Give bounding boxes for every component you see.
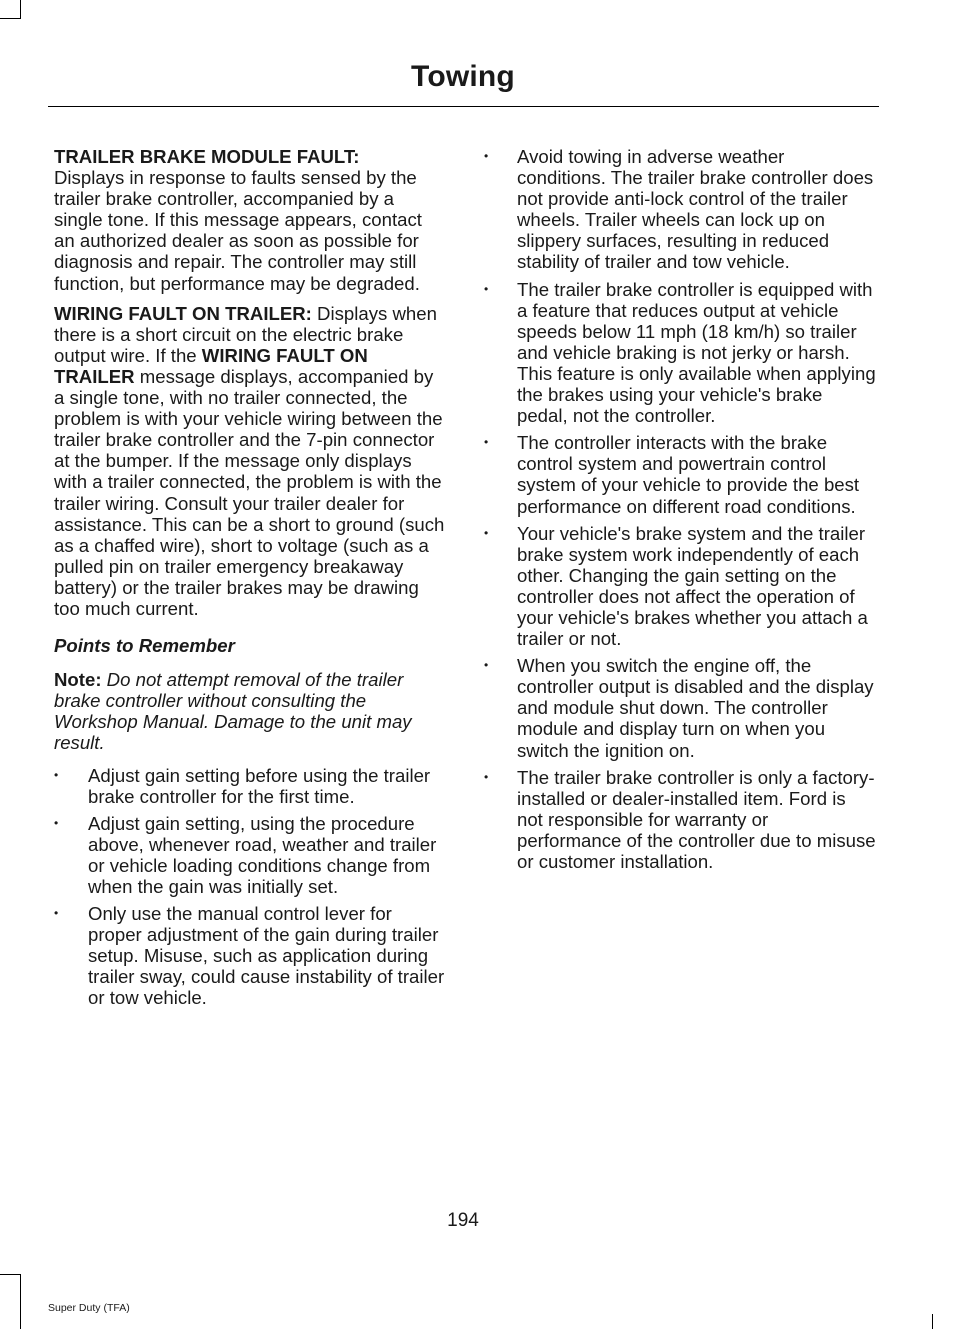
points-heading: Points to Remember [54, 635, 235, 657]
crop-mark [932, 1314, 933, 1329]
footer-text: Super Duty (TFA) [48, 1302, 130, 1314]
bullet-icon: • [484, 435, 489, 450]
list-item: • The trailer brake controller is only a factory-installed or dealer-installed item. Ford is not responsible for warranty or performance of the controller due to misuse or customer installation. [484, 766, 876, 872]
list-item: • Only use the manual control lever for proper adjustment of the gain during trailer setup. Misuse, such as application during trailer sway, could cause instability of trailer or tow vehicle. [54, 903, 445, 1009]
fault-module-text: Displays in response to faults sensed by the trailer brake controller, accompanied by a single tone. If this message appears, contact an authorized dealer as soon as possible for diagnosis and repair. The controller may still function, but performance may be degraded. [54, 167, 422, 294]
note-text: Do not attempt removal of the trailer brake controller without consulting the Workshop Manual. Damage to the unit may result. [54, 669, 412, 754]
left-bullet-list [54, 765, 446, 1009]
note-paragraph [54, 669, 446, 753]
right-column [484, 146, 876, 878]
fault-wiring-text-b: message displays, accompanied by a single tone, with no trailer connected, the problem is with your vehicle wiring between the trailer brake controller and the 7-pin connector at the bumper. If the message only displays with a trailer connected, the problem is with the trailer wiring. Consult your trailer dealer for assistance. This can be a short to ground (such as a chaffed wire), short to voltage (such as a pulled pin on trailer emergency breakaway battery) or the trailer brakes may be drawing too much current. [54, 365, 445, 619]
bullet-icon: • [54, 815, 59, 830]
list-item: • Your vehicle's brake system and the trailer brake system work independently of each other. Changing the gain setting on the controller does not affect the operation of your vehicle's brakes whether you attach a trailer or not. [484, 522, 868, 650]
fault-module-term: TRAILER BRAKE MODULE FAULT: [54, 146, 360, 167]
crop-mark [20, 0, 21, 19]
list-item: • Avoid towing in adverse weather conditions. The trailer brake controller does not provide anti-lock control of the trailer wheels. Trailer wheels can lock up on slippery surfaces, resulting in reduced stability of trailer and tow vehicle. [484, 146, 874, 273]
list-item: • When you switch the engine off, the controller output is disabled and the display and module shut down. The controller module and display turn on when you switch the ignition on. [484, 655, 874, 761]
bullet-icon: • [484, 525, 489, 540]
list-item: • The trailer brake controller is equipped with a feature that reduces output at vehicle speeds below 11 mph (18 km/h) so trailer and vehicle braking is not jerky or harsh. This feature is only available when applying the brakes using your vehicle's brake pedal, not the controller. [484, 278, 876, 427]
right-bullet-list [484, 146, 876, 872]
bullet-icon: • [484, 658, 489, 673]
fault-module-paragraph [54, 146, 446, 294]
bullet-icon: • [484, 281, 489, 296]
bullet-icon: • [54, 767, 59, 782]
crop-mark [20, 1274, 21, 1329]
header-divider [48, 106, 879, 107]
fault-wiring-term-inline: WIRING FAULT ON TRAILER [54, 344, 368, 387]
fault-wiring-paragraph [54, 303, 446, 619]
list-item: • Adjust gain setting before using the trailer brake controller for the first time. [54, 764, 431, 807]
page-number: 194 [447, 1210, 479, 1231]
bullet-icon: • [484, 769, 489, 784]
fault-wiring-text-a: Displays when there is a short circuit on the electric brake output wire. If the [54, 302, 437, 366]
left-column [54, 146, 446, 1015]
bullet-icon: • [54, 906, 59, 921]
crop-mark [0, 1274, 20, 1275]
page-title: Towing [411, 60, 515, 93]
fault-wiring-term: WIRING FAULT ON TRAILER: [54, 302, 312, 324]
list-item: • The controller interacts with the brake control system and powertrain control system of your vehicle to provide the best performance on different road conditions. [484, 432, 860, 517]
crop-mark [0, 18, 20, 19]
bullet-icon: • [484, 149, 489, 163]
list-item: • Adjust gain setting, using the procedure above, whenever road, weather and trailer or vehicle loading conditions change from when the gain was initially set. [54, 812, 437, 897]
note-label: Note: [54, 669, 102, 691]
